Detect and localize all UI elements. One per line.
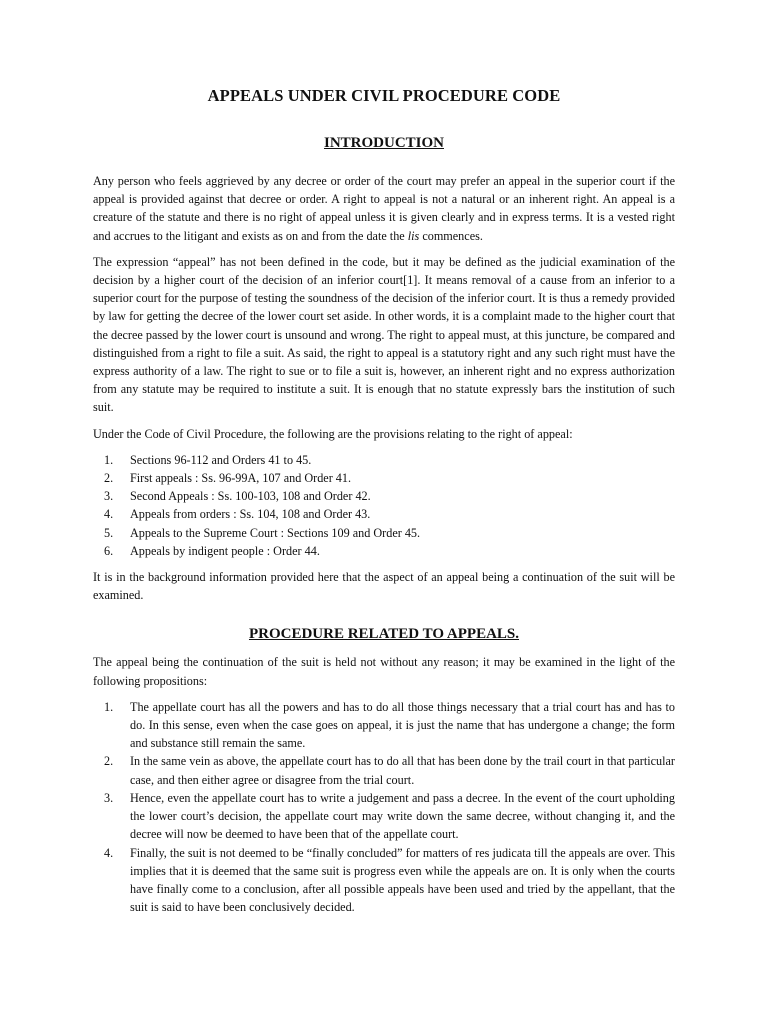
procedure-heading: PROCEDURE RELATED TO APPEALS. [248,626,520,643]
list-item [93,524,675,542]
background-paragraph: It is in the background information provided here that the aspect of an appeal being a continuation of the suit will be examined. [93,570,675,603]
list-text: Sections 96-112 and Orders 41 to 45. [130,452,312,467]
intro-paragraph-1 [93,172,675,245]
intro-paragraph-2: The expression “appeal” has not been defined in the code, but it may be defined as the judicial examination of the decision by a higher court of the decision of an inferior court[1]. It means removal of a cause from an inferior to a superior court for the purpose of testing the soundness of the decision of the inferior court. It is thus a remedy provided by law for getting the decree of the lower court set aside. In other words, it is a complaint made to the higher court that the decree passed by the lower court is unsound and wrong. The right to appeal must, at this juncture, be compared and distinguished from a right to file a suit. As said, the right to appeal is a statutory right and any such right must have the express authority of a law. The right to sue or to file a suit is, however, an inherent right and no express authorization from any statute may be required to institute a suit. It is enough that no statute expressly bars the institution of such suit. [93,254,675,415]
procedure-intro: The appeal being the continuation of the suit is held not without any reason; it may be examined in the light of the following propositions: [93,655,675,688]
lis-italic: lis [407,228,420,243]
intro-paragraph-1-end: commences. [419,228,483,243]
list-number: 3. [104,489,114,504]
list-text: Appeals from orders : Ss. 104, 108 and Order 43. [130,507,371,522]
list-item [93,752,675,788]
list-number: 4. [104,507,114,522]
list-item [93,505,675,523]
list-text: Appeals by indigent people : Order 44. [130,543,320,558]
intro-paragraph-1-text: Any person who feels aggrieved by any decree or order of the court may prefer an appeal in the superior court if the appeal is provided against that decree or order. A right to appeal is not a natural or an inherent right. An appeal is a creature of the statute and there is no right of appeal unless it is given clearly and in express terms. It is a vested right and accrues to the litigant and exists as on and from the date the [93,174,675,243]
list-text: Hence, even the appellate court has to write a judgement and pass a decree. In the event of the court upholding the lower court’s decision, the appellate court may write down the same decree, without changing it, and the decree will now be deemed to have been that of the appellate court. [130,790,675,842]
list-text: Finally, the suit is not deemed to be “finally concluded” for matters of res judicata till the appeals are over. This implies that it is deemed that the same suit is progress even while the appeals are on. It is only when the courts have finally come to a conclusion, after all possible appeals have been used and tried by the appellant, that the suit is said to have been conclusively decided. [130,845,675,915]
provisions-list [93,451,675,560]
list-text: Second Appeals : Ss. 100-103, 108 and Order 42. [130,489,371,504]
list-number: 6. [104,543,114,558]
list-number: 2. [104,471,114,486]
list-text: Appeals to the Supreme Court : Sections 109 and Order 45. [130,525,421,540]
list-number: 2. [104,754,114,769]
list-item [93,451,675,469]
list-item [93,487,675,505]
list-number: 5. [104,525,114,540]
document-page [93,86,675,924]
list-number: 1. [104,452,114,467]
list-item [93,542,675,560]
list-text: In the same vein as above, the appellate court has to do all that has been done by the trail court in that particular case, and then either agree or disagree from the trial court. [130,754,675,787]
list-text: First appeals : Ss. 96-99A, 107 and Order 41. [130,471,352,486]
list-number: 3. [104,790,114,805]
list-item [93,789,675,844]
list-item [93,698,675,753]
list-number: 1. [104,699,114,714]
list-item [93,469,675,487]
document-title: APPEALS UNDER CIVIL PROCEDURE CODE [207,86,561,105]
introduction-heading: INTRODUCTION [323,135,444,151]
propositions-list [93,698,675,916]
list-number: 4. [104,845,114,860]
list-text: The appellate court has all the powers and has to do all those things necessary that a trial court has and has to do. In this sense, even when the case goes on appeal, it is just the name that has undergone a change; the form and substance still remain the same. [130,699,675,751]
provisions-intro: Under the Code of Civil Procedure, the following are the provisions relating to the right of appeal: [93,426,573,441]
list-item [93,844,675,917]
